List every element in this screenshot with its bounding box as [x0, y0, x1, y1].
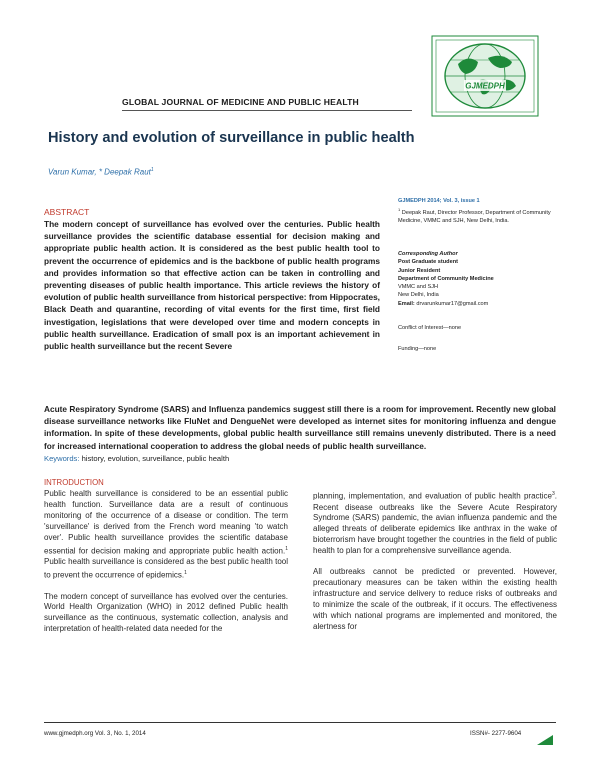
corresponding-author [398, 250, 558, 308]
email-link[interactable]: drvarunkumar17@gmail.com [416, 300, 489, 307]
email-label: Email: [398, 300, 415, 307]
corresponding-institution: VMMC and SJH [398, 284, 439, 291]
keywords-label: Keywords: [44, 454, 80, 463]
citation-ref: 1 [184, 570, 187, 576]
corresponding-role: Post Graduate student [398, 259, 458, 266]
affiliation-mark: 1 [398, 207, 401, 212]
corresponding-dept: Department of Community Medicine [398, 275, 494, 282]
citation-ref: 3 [551, 491, 555, 497]
header-divider [122, 110, 412, 111]
intro-p3-tail: . Recent disease outbreaks like the Severe Acute Respiratory Syndrome (SARS) pandemic, the avian influenza pandemic and the alleged threats of deliberate epidemics like anthrax in the wake of bioterrorism have brought together the countries in the field of public health to plan for a comprehensive surveillance agenda. [313, 491, 557, 556]
page-corner-icon [535, 733, 555, 747]
journal-name: GLOBAL JOURNAL OF MEDICINE AND PUBLIC HEALTH [122, 97, 359, 107]
authors-text: Varun Kumar, * Deepak Raut [48, 167, 151, 177]
corresponding-role-2: Junior Resident [398, 267, 441, 274]
affiliation-text: Deepak Raut, Director Professor, Department of Community Medicine, VMMC and SJH, New Delhi, India. [398, 209, 551, 225]
citation-ref: 1 [285, 545, 288, 552]
intro-paragraph-2: The modern concept of surveillance has evolved over the centuries. World Health Organization (WHO) in 2012 defined Public health surveillance as the continuous, systematic collection, analysis and interpretation of health-related data needed for the [44, 591, 288, 634]
intro-paragraph-1 [44, 489, 288, 582]
journal-logo [418, 34, 552, 118]
abstract-body-continued: Acute Respiratory Syndrome (SARS) and Influenza pandemics suggest still there is a room for improvement. Recently new global disease surveillance networks like FluNet and DengueNet were developed as internet sites for monitoring influenza and dengue information. In spite of these developments, global public health surveillance still remains unevenly distributed. There is a need for increased international cooperation to address the global needs of public health surveillance. [44, 404, 556, 451]
intro-p1-text: Public health surveillance is considered to be an essential public health function. Surveillance data are a result of continuous monitoring of the occurrence of a disease or condition. The term 'surveillance' is derived from the French word meaning 'to watch over'. Public health surveillance provides the scientific database essential for decision making and appropriate public health action. [44, 489, 288, 556]
intro-column-left [44, 489, 288, 645]
keywords-list: history, evolution, surveillance, public health [81, 454, 230, 463]
keywords [44, 454, 229, 463]
author-list [48, 167, 154, 177]
footer-citation: www.gjmedph.org Vol. 3, No. 1, 2014 [44, 730, 146, 737]
article-title: History and evolution of surveillance in public health [48, 130, 415, 146]
intro-p3-text: planning, implementation, and evaluation of public health practice [313, 491, 552, 501]
corresponding-city: New Delhi, India [398, 292, 439, 299]
intro-paragraph-3 [313, 489, 557, 557]
funding: Funding—none [398, 346, 437, 352]
abstract-body: The modern concept of surveillance has evolved over the centuries. Public health surveillance provides the scientific database essential for decision making and appropriate public health action. It is considered as the best public health tool to prevent the occurrence of epidemics and is the backbone of public health programs and provides information so that effective action can be taken in controlling and preventing diseases of public health importance. This article reviews the history of evolution of public health surveillance from historical perspective: from Hippocrates, Black Death and quarantine, recording of vital events for the first time, first field investigation, legislations that were developed over time and modern concepts in public health surveillance. Eradication of small pox is an important achievement in public health surveillance but the recent Severe [44, 219, 380, 352]
conflict-of-interest: Conflict of Interest—none [398, 325, 462, 331]
corresponding-label: Corresponding Author [398, 251, 458, 257]
logo-text: GJMEDPH [465, 81, 505, 91]
footer-divider [44, 722, 556, 723]
intro-paragraph-4: All outbreaks cannot be predicted or prevented. However, precautionary measures can be taken within the existing health infrastructure and service delivery to reduce risks of outbreaks and to minimize the scale of the outbreak, if it occurs. The effectiveness with which national programs are implemented and monitored, the alertness for [313, 567, 557, 631]
abstract-heading: ABSTRACT [44, 207, 90, 217]
affiliation [398, 206, 558, 225]
footer-issn: ISSN#- 2277-9604 [470, 730, 522, 737]
introduction-heading: INTRODUCTION [44, 478, 104, 487]
publication-info: GJMEDPH 2014; Vol. 3, issue 1 [398, 198, 480, 204]
intro-p1-tail: Public health surveillance is considered as the best public health tool to prevent the occurrence of epidemics. [44, 557, 288, 580]
intro-column-right [313, 489, 557, 643]
author-affiliation-mark: 1 [150, 167, 154, 173]
